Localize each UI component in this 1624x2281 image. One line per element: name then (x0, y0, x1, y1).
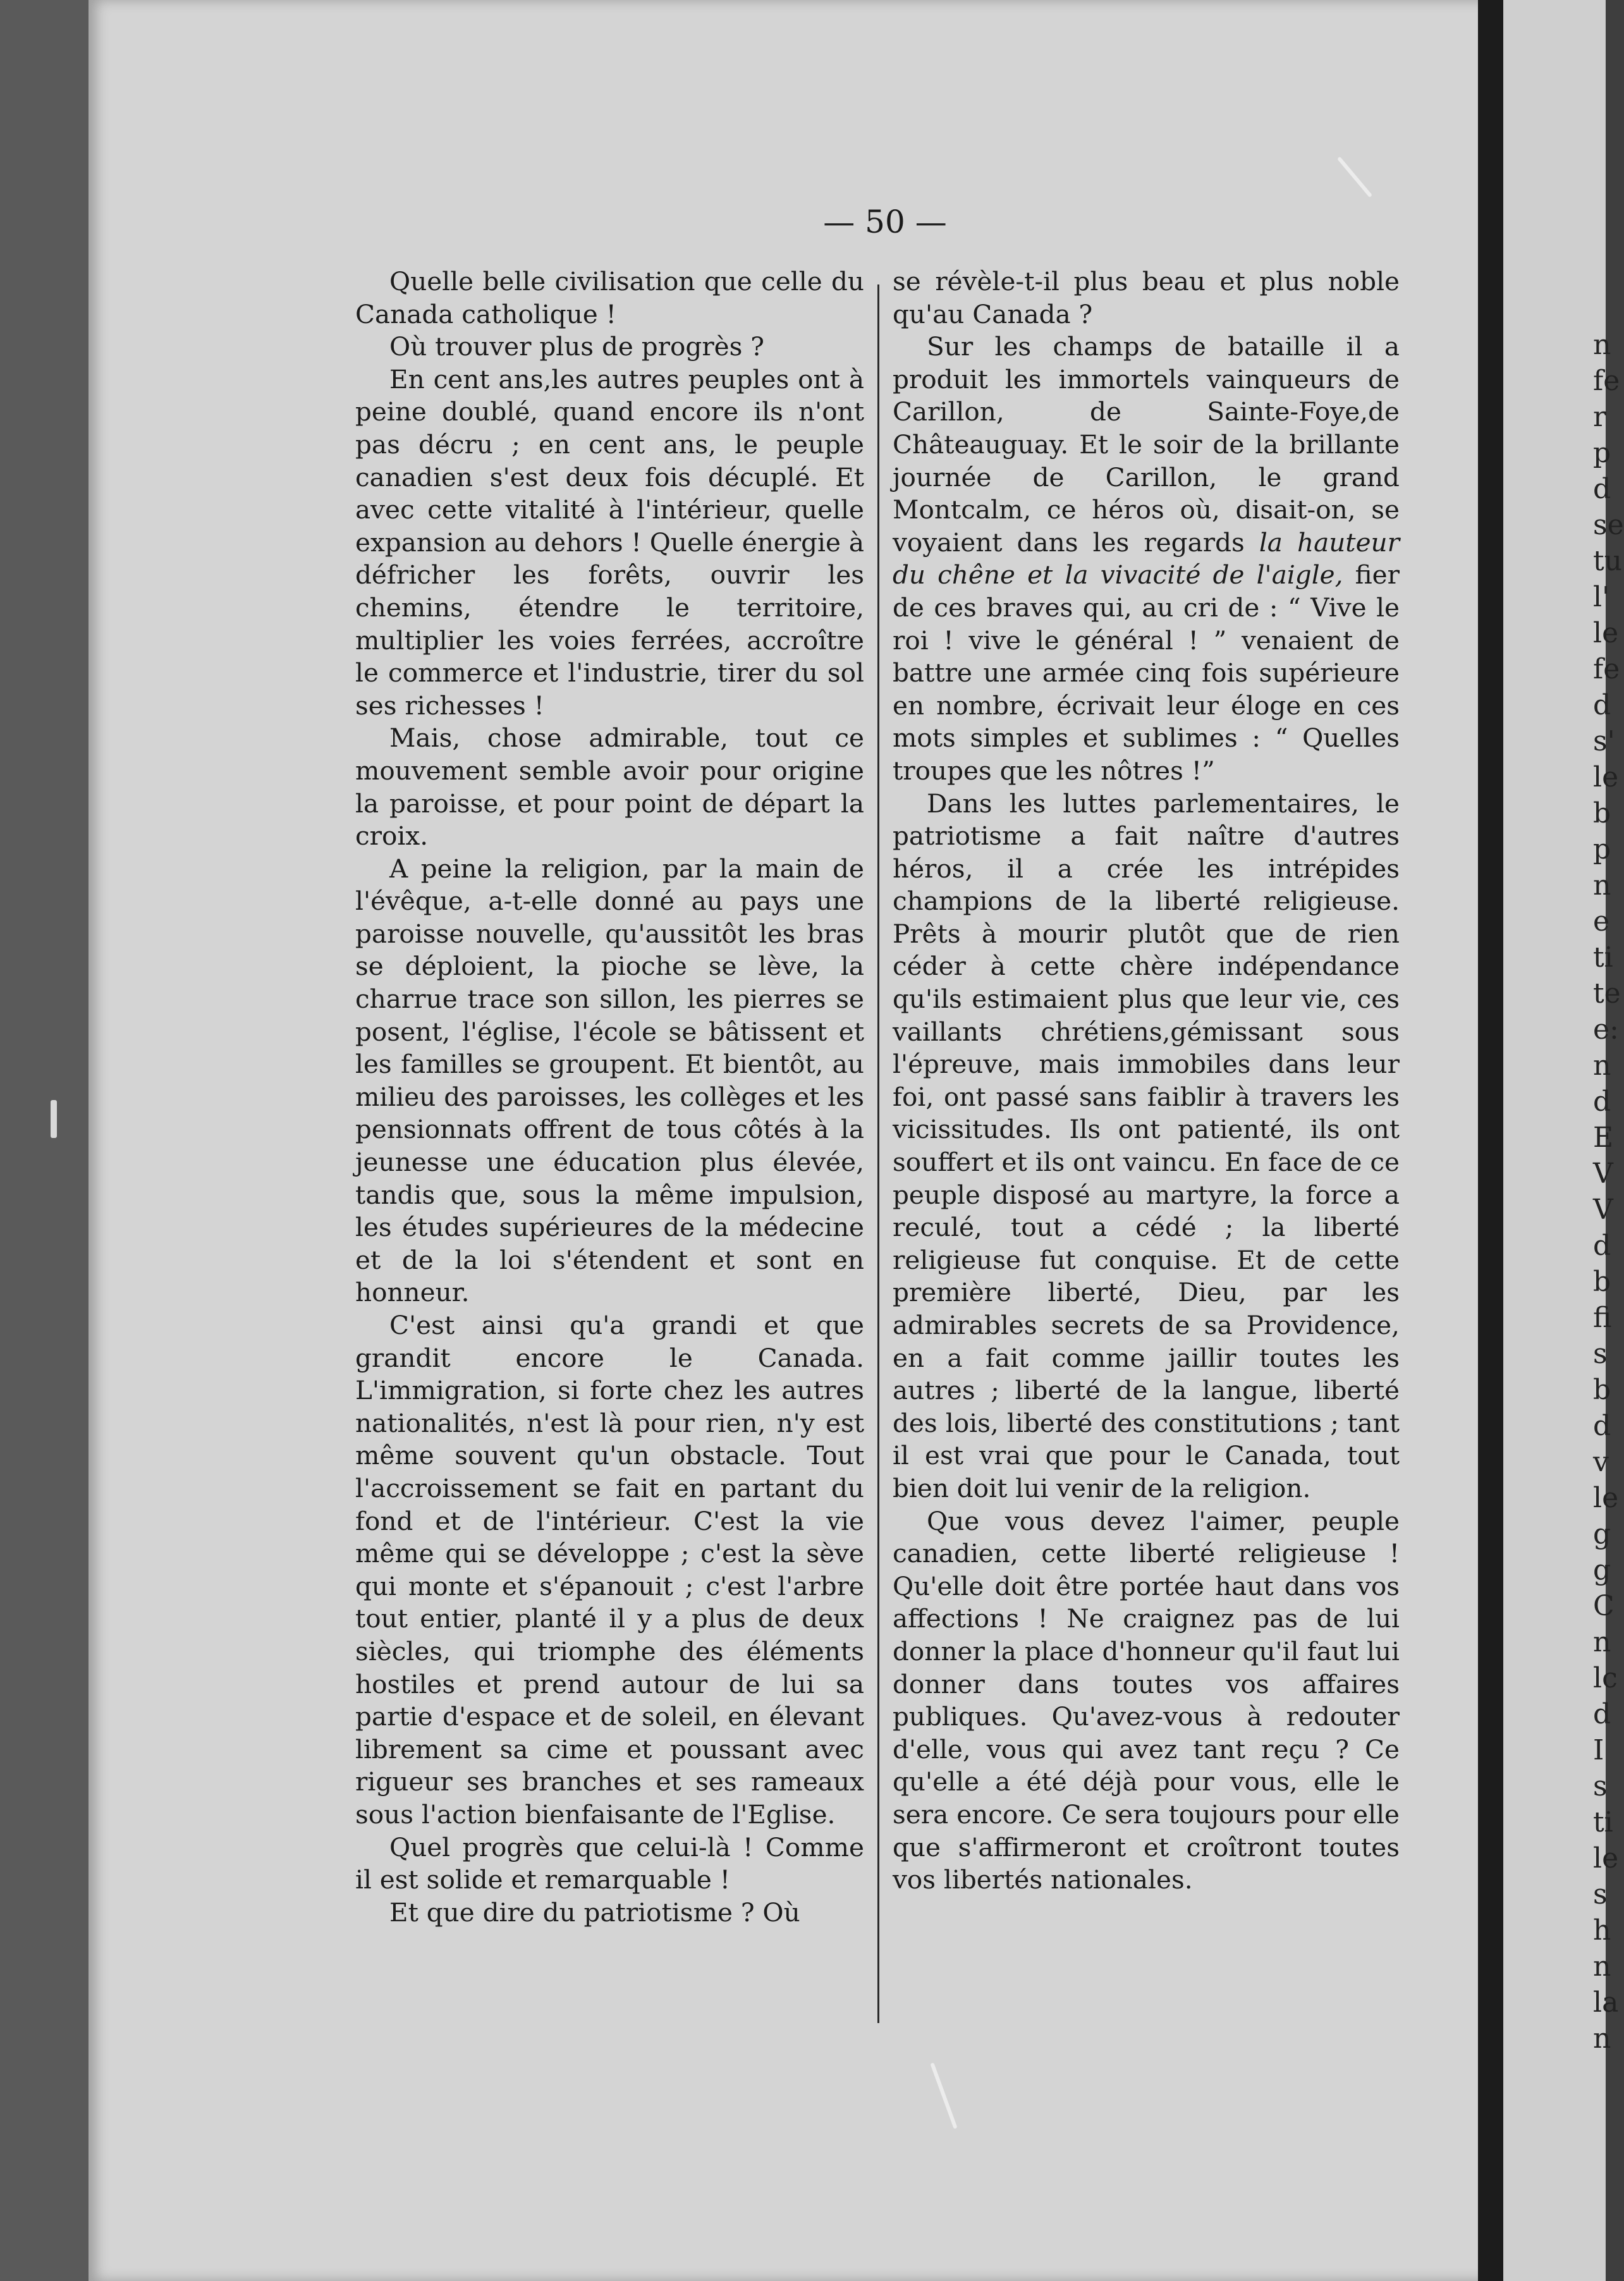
adjacent-page-fragment: d (1593, 1698, 1611, 1730)
adjacent-page-fragment: le (1593, 761, 1619, 793)
adjacent-page-fragment: V (1593, 1158, 1613, 1190)
adjacent-page-fragment: le (1593, 617, 1619, 649)
adjacent-page-fragment: b (1593, 1266, 1611, 1298)
adjacent-page-fragment: s' (1593, 725, 1615, 757)
paragraph: En cent ans,les autres peuples ont à peine doublé, quand encore ils n'ont pas décru ; en cent ans, le peuple canadien s'est deux fois décuplé. Et avec cette vitalité à l'intérieur, quelle expansion au dehors ! Quelle énergie à défricher les forêts, ouvrir les chemins, étendre le territoire, multiplier les voies ferrées, accroître le commerce et l'industrie, tirer du sol ses richesses ! (355, 364, 864, 721)
paragraph-continued: se révèle-t-il plus beau et plus noble qu'au Canada ? (893, 266, 1400, 329)
adjacent-page-fragment: d (1593, 473, 1611, 505)
paragraph: Quelle belle civilisation que celle du Canada catholique ! (355, 266, 864, 329)
adjacent-page-fragment: te (1593, 977, 1621, 1010)
adjacent-page-fragment: se (1593, 509, 1624, 541)
paragraph: Et que dire du patriotisme ? Où (389, 1897, 800, 1928)
paragraph-text: fier de ces braves qui, au cri de : “ Vive le roi ! vive le général ! ” venaient de battre une armée cinq fois supérieure en nombre, écrivait leur éloge en ces mots simples et sublimes : “ Quelles troupes que les nôtres !” (893, 560, 1400, 786)
book-gutter (1478, 0, 1503, 2281)
adjacent-page-fragment: I (1593, 1734, 1604, 1766)
adjacent-page-fragment: g (1593, 1518, 1611, 1550)
adjacent-page-fragment: s (1593, 1770, 1608, 1802)
adjacent-page-fragment: le (1593, 1842, 1619, 1874)
column-divider (877, 284, 879, 2023)
adjacent-page-fragment: ti (1593, 941, 1613, 974)
adjacent-page-fragment: l' (1593, 581, 1610, 613)
adjacent-page-fragment: fe (1593, 653, 1620, 685)
adjacent-page-fragment: r (1593, 401, 1607, 433)
adjacent-page-fragment: d (1593, 1230, 1611, 1262)
scan-background (0, 0, 95, 2281)
adjacent-page-fragment: v (1593, 1446, 1609, 1478)
adjacent-page-fragment: E (1593, 1122, 1614, 1154)
adjacent-page-fragment: C (1593, 1590, 1615, 1622)
paragraph: Que vous devez l'aimer, peuple canadien, cette liberté religieuse ! Qu'elle doit être portée haut dans vos affections ! Ne craignez pas de lui donner la place d'honneur qu'il faut lui donner dans toutes vos affaires publiques. Qu'avez-vous à redouter d'elle, vous qui avez tant reçu ? Ce qu'elle a été déjà pour vous, elle le sera encore. Ce sera toujours pour elle que s'affirmeront et croîtront toutes vos libertés nationales. (893, 1505, 1400, 1895)
paragraph: C'est ainsi qu'a grandi et que grandit encore le Canada. L'immigration, si forte chez les autres nationalités, n'est là pour rien, n'y est même souvent qu'un obstacle. Tout l'accroissement se fait en partant du fond et de l'intérieur. C'est la vie même qui se développe ; c'est la sève qui monte et s'épanouit ; c'est l'arbre tout entier, planté il y a plus de deux siècles, qui triomphe des éléments hostiles et prend autour de lui sa partie d'espace et de soleil, en élevant librement sa cime et poussant avec rigueur ses branches et ses rameaux sous l'action bienfaisante de l'Eglise. (355, 1310, 864, 1830)
adjacent-page-fragment: p (1593, 833, 1611, 865)
adjacent-page-fragment: lc (1593, 1662, 1618, 1694)
adjacent-page-fragment: b (1593, 1374, 1611, 1406)
adjacent-page-fragment: p (1593, 437, 1611, 469)
adjacent-page-fragment: la (1593, 1986, 1619, 2019)
adjacent-page-fragment: ti (1593, 1806, 1613, 1838)
adjacent-page-fragment: e: (1593, 1013, 1619, 1046)
paragraph: A peine la religion, par la main de l'évêque, a-t-elle donné au pays une paroisse nouvelle, qu'aussitôt les bras se déploient, la pioche se lève, la charrue trace son sillon, les pierres se posent, l'église, l'école se bâtissent et les familles se groupent. Et bientôt, au milieu des paroisses, les collèges et les pensionnats offrent de tous côtés à la jeunesse une éducation plus élevée, tandis que, sous la même impulsion, les études supérieures de la médecine et de la loi s'étendent et sont en honneur. (355, 853, 864, 1308)
adjacent-page-fragment: n (1593, 329, 1611, 361)
italic-quote: la hauteur du chêne et la vivacité de l'aigle, (893, 527, 1400, 590)
paragraph-text: Sur les champs de bataille il a produit les immortels vainqueurs de Carillon, de Sainte-Foye,de Châteauguay. Et le soir de la brillante journée de Carillon, le grand Montcalm, ce héros où, disait-on, se voyaient dans les regards (893, 331, 1400, 558)
adjacent-page-fragment: d (1593, 1410, 1611, 1442)
right-column (893, 266, 1400, 1897)
adjacent-page-fragment: n (1593, 1049, 1611, 1082)
adjacent-page-fragment: n (1593, 1626, 1611, 1658)
scan-scratch (51, 1100, 57, 1138)
adjacent-page-fragment: b (1593, 797, 1611, 829)
adjacent-page-fragment: d (1593, 1085, 1611, 1118)
adjacent-page-fragment: n (1593, 869, 1611, 902)
adjacent-page-fragment: fe (1593, 365, 1620, 397)
adjacent-page-fragment: s (1593, 1878, 1608, 1911)
adjacent-page-fragment: n (1593, 2022, 1611, 2055)
page-number: — 50 — (823, 204, 947, 240)
adjacent-page-fragment: e (1593, 905, 1610, 938)
paragraph: Dans les luttes parlementaires, le patriotisme a fait naître d'autres héros, il a crée les intrépides champions de la liberté religieuse. Prêts à mourir plutôt que de rien céder à cette chère indépendance qu'ils estimaient plus que leur vie, ces vaillants chrétiens,gémissant sous l'épreuve, mais immobiles dans leur foi, ont passé sans faiblir à travers les vicissitudes. Ils ont patienté, ils ont souffert et ils ont vaincu. En face de ce peuple disposé au martyre, la force a reculé, tout a cédé ; la liberté religieuse fut conquise. Et de cette première liberté, Dieu, par les admirables secrets de sa Providence, en a fait comme jaillir toutes les autres ; liberté de la langue, liberté des lois, liberté des constitutions ; tant il est vrai que pour le Canada, tout bien doit lui venir de la religion. (893, 788, 1400, 1503)
paragraph: Quel progrès que celui-là ! Comme il est solide et remarquable ! (355, 1832, 864, 1895)
paragraph: Mais, chose admirable, tout ce mouvement semble avoir pour origine la paroisse, et pour point de départ la croix. (355, 723, 864, 852)
paragraph (893, 331, 1400, 787)
adjacent-page-fragment: h (1593, 1914, 1611, 1947)
adjacent-page-fragment: d (1593, 689, 1611, 721)
paragraph: Où trouver plus de progrès ? (389, 331, 765, 362)
adjacent-page-fragment: g (1593, 1554, 1611, 1586)
adjacent-page-fragment: tu (1593, 545, 1623, 577)
adjacent-page-fragment: le (1593, 1482, 1619, 1514)
adjacent-page-fragment: s (1593, 1338, 1608, 1370)
adjacent-page-fragment: n (1593, 1950, 1611, 1983)
adjacent-page-fragment: fi (1593, 1302, 1612, 1334)
adjacent-page-edge (1503, 0, 1624, 2281)
left-column (355, 266, 864, 1929)
adjacent-page-fragment: V (1593, 1194, 1613, 1226)
